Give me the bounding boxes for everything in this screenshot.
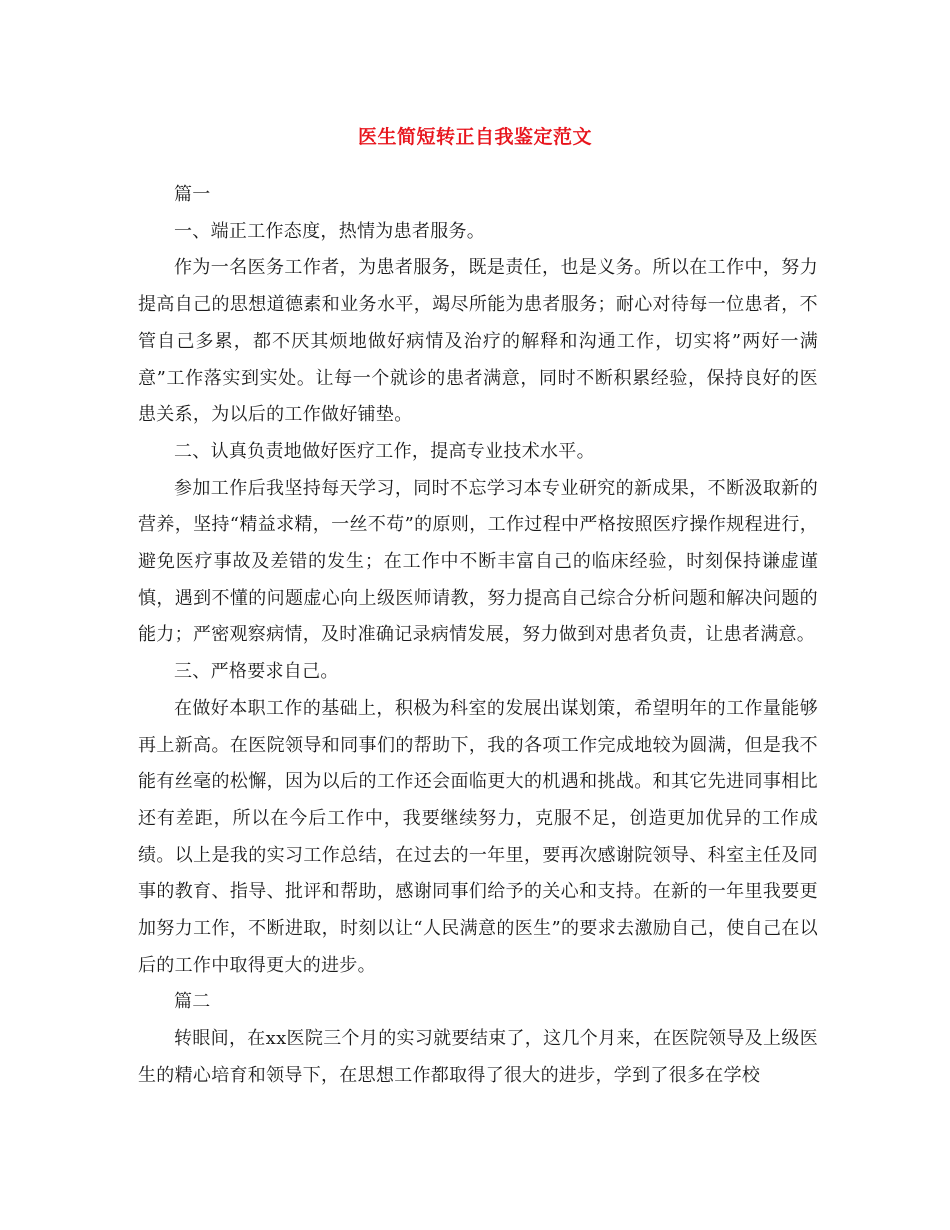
paragraph-self-discipline: 在做好本职工作的基础上，积极为科室的发展出谋划策，希望明年的工作量能够再上新高。在医院领导和同事们的帮助下，我的各项工作完成地较为圆满，但是我不能有丝毫的松懈，因为以后的工作还会面临更大的机遇和挑战。和其它先进同事相比还有差距，所以在今后工作中，我要继续努力，克服不足，创造更加优异的工作成绩。以上是我的实习工作总结，在过去的一年里，要再次感谢院领导、科室主任及同事的教育、指导、批评和帮助，感谢同事们给予的关心和支持。在新的一年里我要更加努力工作，不断进取，时刻以让“人民满意的医生”的要求去激励自己，使自己在以后的工作中取得更大的进步。	[138, 697, 818, 976]
subheading-medical-work: 二、认真负责地做好医疗工作，提高专业技术水平。	[174, 440, 595, 462]
paragraph-medical-work: 参加工作后我坚持每天学习，同时不忘学习本专业研究的新成果，不断汲取新的营养，坚持“精益求精，一丝不苟”的原则，工作过程中严格按照医疗操作规程进行，避免医疗事故及差错的发生；在工作中不断丰富自己的临床经验，时刻保持谦虚谨慎，遇到不懂的问题虚心向上级医师请教，努力提高自己综合分析问题和解决问题的能力；严密观察病情，及时准确记录病情发展，努力做到对患者负责，让患者满意。	[138, 477, 818, 646]
subheading-self-discipline: 三、严格要求自己。	[174, 661, 339, 683]
paragraph-attitude: 作为一名医务工作者，为患者服务，既是责任，也是义务。所以在工作中，努力提高自己的思想道德素和业务水平，竭尽所能为患者服务；耐心对待每一位患者，不管自己多累，都不厌其烦地做好病情及治疗的解释和沟通工作，切实将”两好一满意”工作落实到实处。让每一个就诊的患者满意，同时不断积累经验，保持良好的医患关系，为以后的工作做好铺垫。	[138, 257, 818, 426]
subheading-attitude: 一、端正工作态度，热情为患者服务。	[174, 220, 486, 242]
document-title: 医生简短转正自我鉴定范文	[357, 126, 592, 148]
section-heading-part-two: 篇二	[174, 991, 211, 1013]
paragraph-internship: 转眼间，在xx医院三个月的实习就要结束了，这几个月来，在医院领导及上级医生的精心培育和领导下，在思想工作都取得了很大的进步，学到了很多在学校	[138, 1028, 818, 1086]
document-body	[138, 177, 818, 1095]
section-heading-part-one: 篇一	[174, 184, 211, 205]
